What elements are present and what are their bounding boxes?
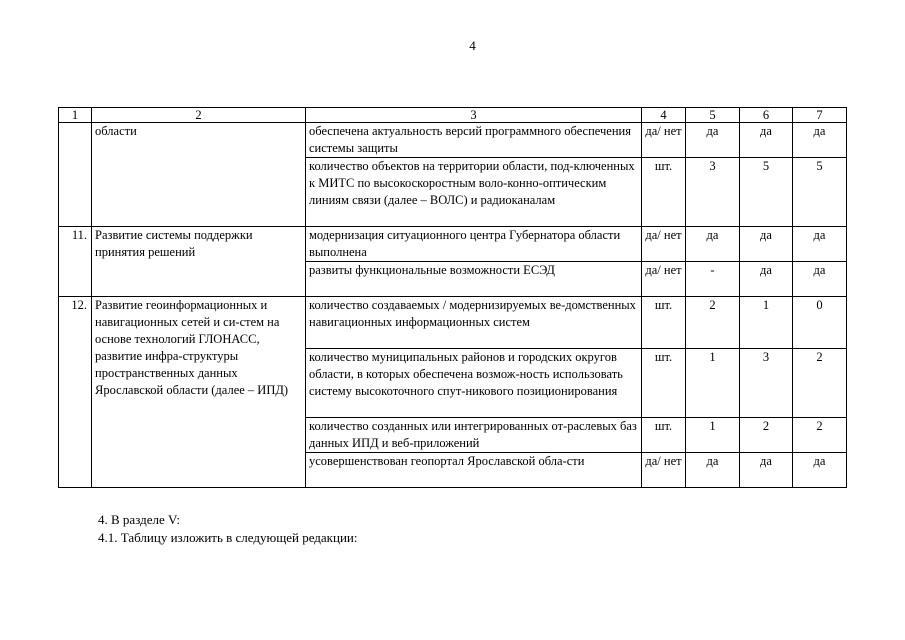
indicator-cell: количество объектов на территории области, под-ключенных к МИТС по высокоскоростным воло-конно-оптическим линиям связи (далее – ВОЛС) и радиоканалам xyxy=(306,158,642,227)
unit-cell: шт. xyxy=(642,158,686,227)
value-cell: да xyxy=(740,453,793,488)
value-cell: да xyxy=(740,123,793,158)
table-row xyxy=(59,227,847,262)
value-cell: 2 xyxy=(740,418,793,453)
table-row xyxy=(59,297,847,349)
value-cell: - xyxy=(686,262,740,297)
value-cell: да xyxy=(686,453,740,488)
value-cell: 2 xyxy=(793,349,847,418)
section-paragraph: 4. В разделе V: xyxy=(98,512,181,527)
indicator-cell: количество муниципальных районов и городских округов области, в которых обеспечена возмож-ность использовать систему высокоточного спут-никового позиционирования xyxy=(306,349,642,418)
value-cell: 1 xyxy=(686,349,740,418)
value-cell: да xyxy=(793,453,847,488)
measure-name: Развитие системы поддержки принятия решений xyxy=(92,227,306,297)
indicator-cell: количество создаваемых / модернизируемых ве-домственных навигационных информационных систем xyxy=(306,297,642,349)
value-cell: да xyxy=(740,227,793,262)
unit-cell: шт. xyxy=(642,349,686,418)
table-header-row xyxy=(59,108,847,123)
unit-cell: шт. xyxy=(642,297,686,349)
indicator-cell: усовершенствован геопортал Ярославской обла-сти xyxy=(306,453,642,488)
section-paragraph: 4.1. Таблицу изложить в следующей редакции: xyxy=(98,530,358,545)
row-number: 11. xyxy=(59,227,92,297)
unit-cell: да/ нет xyxy=(642,227,686,262)
indicator-cell: обеспечена актуальность версий программного обеспечения системы защиты xyxy=(306,123,642,158)
value-cell: 3 xyxy=(740,349,793,418)
value-cell: 5 xyxy=(793,158,847,227)
value-cell: 5 xyxy=(740,158,793,227)
table-header-cell: 5 xyxy=(686,108,740,123)
table-header-cell: 2 xyxy=(92,108,306,123)
value-cell: 2 xyxy=(793,418,847,453)
value-cell: 3 xyxy=(686,158,740,227)
value-cell: да xyxy=(686,227,740,262)
value-cell: да xyxy=(793,262,847,297)
value-cell: да xyxy=(793,227,847,262)
indicator-cell: развиты функциональные возможности ЕСЭД xyxy=(306,262,642,297)
unit-cell: шт. xyxy=(642,418,686,453)
measure-name: Развитие геоинформационных и навигационных сетей и си-стем на основе технологий ГЛОНАСС, развитие инфра-структуры пространственных данных Ярославской области (далее – ИПД) xyxy=(92,297,306,488)
table-row xyxy=(59,123,847,158)
indicator-cell: количество созданных или интегрированных от-раслевых баз данных ИПД и веб-приложений xyxy=(306,418,642,453)
unit-cell: да/ нет xyxy=(642,453,686,488)
value-cell: 1 xyxy=(740,297,793,349)
table-header-cell: 1 xyxy=(59,108,92,123)
row-number xyxy=(59,123,92,227)
row-number: 12. xyxy=(59,297,92,488)
table-header-cell: 7 xyxy=(793,108,847,123)
value-cell: 1 xyxy=(686,418,740,453)
table-header-cell: 4 xyxy=(642,108,686,123)
unit-cell: да/ нет xyxy=(642,262,686,297)
value-cell: 2 xyxy=(686,297,740,349)
value-cell: 0 xyxy=(793,297,847,349)
value-cell: да xyxy=(740,262,793,297)
unit-cell: да/ нет xyxy=(642,123,686,158)
indicator-cell: модернизация ситуационного центра Губернатора области выполнена xyxy=(306,227,642,262)
value-cell: да xyxy=(793,123,847,158)
indicators-table xyxy=(58,107,847,488)
measure-name: области xyxy=(92,123,306,227)
table-header-cell: 3 xyxy=(306,108,642,123)
value-cell: да xyxy=(686,123,740,158)
table-header-cell: 6 xyxy=(740,108,793,123)
page-number: 4 xyxy=(469,38,476,53)
